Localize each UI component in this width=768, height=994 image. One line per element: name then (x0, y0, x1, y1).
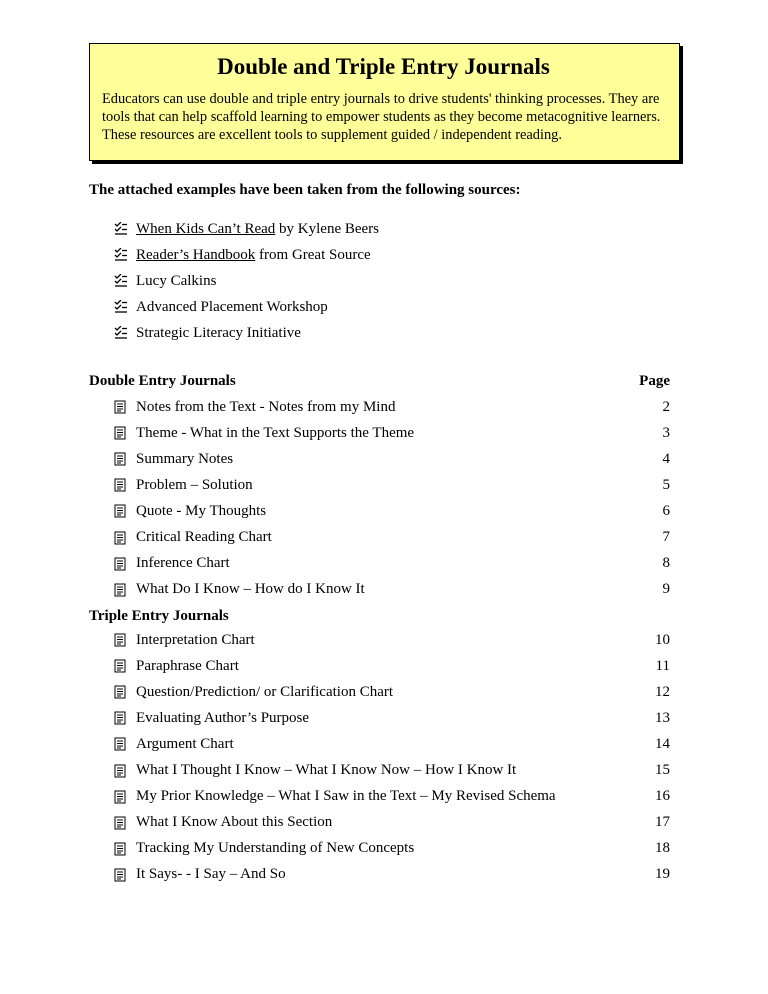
notepad-icon (114, 790, 136, 804)
toc-entry-page: 6 (662, 502, 670, 519)
toc-entry-label: Question/Prediction/ or Clarification Chart (136, 683, 394, 700)
notepad-icon (114, 504, 136, 518)
toc-entry (114, 810, 670, 836)
source-text (136, 271, 216, 291)
toc-entry (114, 446, 670, 472)
double-entry-heading: Double Entry Journals (89, 373, 236, 389)
intro-paragraph: Educators can use double and triple entry journals to drive students' thinking processes. They are tools that can help scaffold learning to empower students as they become metacognitive learners. These resources are excellent tools to supplement guided / independent reading. (102, 91, 661, 143)
notepad-icon (114, 452, 136, 466)
notepad-icon (114, 816, 136, 830)
toc-entry-page: 19 (655, 866, 670, 883)
toc-entry (114, 836, 670, 862)
notepad-icon (114, 633, 136, 647)
toc-entry-page: 2 (662, 398, 670, 415)
sources-heading: The attached examples have been taken from the following sources: (89, 182, 521, 198)
notepad-icon (114, 764, 136, 778)
toc-entry (114, 757, 670, 783)
toc-entry-label: Critical Reading Chart (136, 529, 272, 546)
toc-entry (114, 472, 670, 498)
source-item (114, 268, 379, 294)
toc-entry (114, 627, 670, 653)
toc-entry (114, 653, 670, 679)
page-column-heading: Page (639, 373, 670, 389)
toc-entry-page: 9 (662, 581, 670, 598)
toc-entry (114, 394, 670, 420)
toc-entry (114, 551, 670, 577)
toc-entry-page: 16 (655, 788, 670, 805)
page-title: Double and Triple Entry Journals (217, 54, 550, 79)
toc-entry (114, 577, 670, 603)
notepad-icon (114, 583, 136, 597)
toc-entry (114, 862, 670, 888)
double-entry-heading-row (89, 373, 670, 390)
toc-entry-label: Paraphrase Chart (136, 657, 239, 674)
toc-entry-page: 15 (655, 762, 670, 779)
source-text (136, 323, 301, 343)
checklist-icon (114, 222, 136, 236)
toc-entry-label: Argument Chart (136, 735, 234, 752)
toc-entry (114, 705, 670, 731)
toc-entry (114, 524, 670, 550)
toc-entry-label: Quote - My Thoughts (136, 502, 267, 519)
notepad-icon (114, 400, 136, 414)
triple-entry-list (114, 627, 670, 888)
sources-list (114, 216, 379, 346)
source-detail: Lucy Calkins (136, 273, 217, 289)
notepad-icon (114, 685, 136, 699)
notepad-icon (114, 842, 136, 856)
source-item (114, 320, 379, 346)
toc-entry-page: 7 (662, 529, 670, 546)
source-detail: by Kylene Beers (275, 221, 379, 237)
toc-entry-label: Evaluating Author’s Purpose (136, 709, 310, 726)
source-detail: Strategic Literacy Initiative (136, 325, 301, 341)
notepad-icon (114, 711, 136, 725)
source-detail: from Great Source (255, 247, 371, 263)
toc-entry-label: Tracking My Understanding of New Concepts (136, 840, 415, 857)
toc-entry-page: 11 (655, 657, 670, 674)
notepad-icon (114, 426, 136, 440)
toc-entry-page: 12 (655, 683, 670, 700)
toc-entry-page: 5 (662, 476, 670, 493)
toc-entry-page: 8 (662, 555, 670, 572)
toc-entry-label: What Do I Know – How do I Know It (136, 581, 365, 598)
notepad-icon (114, 737, 136, 751)
toc-entry-label: Inference Chart (136, 555, 230, 572)
source-item (114, 242, 379, 268)
toc-entry-label: Summary Notes (136, 450, 234, 467)
double-entry-list (114, 394, 670, 603)
source-title: Reader’s Handbook (136, 247, 256, 263)
toc-entry-label: It Says- - I Say – And So (136, 866, 286, 883)
toc-entry-label: Notes from the Text - Notes from my Mind (136, 398, 396, 415)
toc-entry-label: Interpretation Chart (136, 631, 255, 648)
triple-entry-heading-row (89, 608, 670, 625)
toc-entry-page: 17 (655, 814, 670, 831)
notepad-icon (114, 478, 136, 492)
toc-entry-label: Theme - What in the Text Supports the Theme (136, 424, 415, 441)
source-item (114, 294, 379, 320)
source-text (136, 245, 371, 265)
source-item (114, 216, 379, 242)
toc-entry-page: 3 (662, 424, 670, 441)
toc-entry-page: 14 (655, 735, 670, 752)
toc-entry (114, 420, 670, 446)
notepad-icon (114, 557, 136, 571)
toc-entry-label: Problem – Solution (136, 476, 253, 493)
toc-entry-label: What I Know About this Section (136, 814, 333, 831)
toc-entry-page: 13 (655, 709, 670, 726)
notepad-icon (114, 659, 136, 673)
triple-entry-heading: Triple Entry Journals (89, 608, 229, 624)
notepad-icon (114, 531, 136, 545)
source-text (136, 219, 379, 239)
checklist-icon (114, 274, 136, 288)
checklist-icon (114, 248, 136, 262)
source-detail: Advanced Placement Workshop (136, 299, 328, 315)
source-title: When Kids Can’t Read (136, 221, 276, 237)
toc-entry-page: 10 (655, 631, 670, 648)
toc-entry (114, 498, 670, 524)
toc-entry-label: What I Thought I Know – What I Know Now – How I Know It (136, 762, 517, 779)
title-box (89, 43, 680, 161)
toc-entry (114, 731, 670, 757)
toc-entry-page: 18 (655, 840, 670, 857)
notepad-icon (114, 868, 136, 882)
toc-entry (114, 679, 670, 705)
checklist-icon (114, 326, 136, 340)
toc-entry-page: 4 (662, 450, 670, 467)
checklist-icon (114, 300, 136, 314)
source-text (136, 297, 328, 317)
toc-entry (114, 784, 670, 810)
toc-entry-label: My Prior Knowledge – What I Saw in the Text – My Revised Schema (136, 788, 556, 805)
